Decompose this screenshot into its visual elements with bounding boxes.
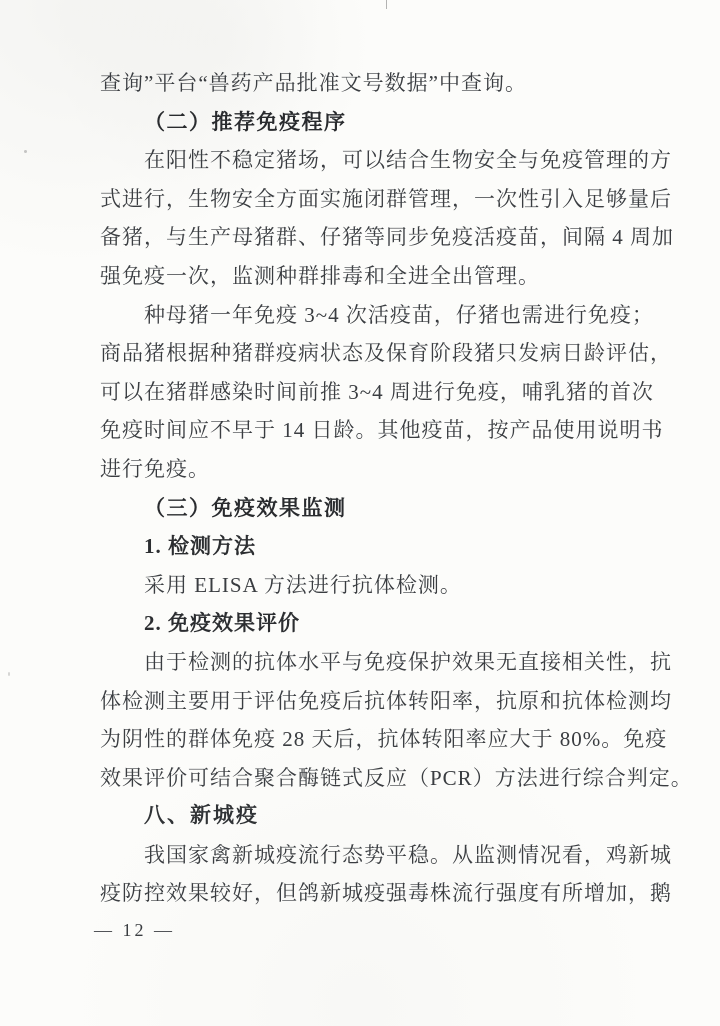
numbered-heading: 2. 免疫效果评价 xyxy=(144,611,300,636)
body-line: 我国家禽新城疫流行态势平稳。从监测情况看，鸡新城 xyxy=(144,842,672,867)
body-line: 可以在猪群感染时间前推 3~4 周进行免疫，哺乳猪的首次 xyxy=(100,379,654,404)
scan-artifact-tick xyxy=(386,0,387,9)
numbered-heading: 1. 检测方法 xyxy=(144,534,256,559)
subsection-heading: （三）免疫效果监测 xyxy=(144,495,347,520)
body-line: 进行免疫。 xyxy=(100,456,210,481)
body-line: 采用 ELISA 方法进行抗体检测。 xyxy=(144,572,462,597)
body-line: 疫防控效果较好，但鸽新城疫强毒株流行强度有所增加，鹅 xyxy=(100,881,672,906)
body-line: 种母猪一年免疫 3~4 次活疫苗，仔猪也需进行免疫； xyxy=(144,302,654,327)
body-line: 商品猪根据种猪群疫病状态及保育阶段猪只发病日龄评估， xyxy=(100,341,672,366)
body-line: 强免疫一次，监测种群排毒和全进全出管理。 xyxy=(100,263,540,288)
chapter-heading: 八、新城疫 xyxy=(144,804,259,828)
body-line: 免疫时间应不早于 14 日龄。其他疫苗，按产品使用说明书 xyxy=(100,418,664,443)
body-line: 体检测主要用于评估免疫后抗体转阳率，抗原和抗体检测均 xyxy=(100,688,672,713)
body-line: 式进行，生物安全方面实施闭群管理，一次性引入足够量后 xyxy=(100,186,672,211)
body-line: 由于检测的抗体水平与免疫保护效果无直接相关性，抗 xyxy=(144,649,672,674)
page-content xyxy=(100,64,693,913)
scan-artifact-speck xyxy=(8,672,10,676)
body-line: 在阳性不稳定猪场，可以结合生物安全与免疫管理的方 xyxy=(144,148,672,173)
body-line: 备猪，与生产母猪群、仔猪等同步免疫活疫苗，间隔 4 周加 xyxy=(100,225,674,250)
body-line: 查询”平台“兽药产品批准文号数据”中查询。 xyxy=(100,71,527,95)
scan-artifact-speck xyxy=(24,150,27,153)
subsection-heading: （二）推荐免疫程序 xyxy=(144,109,347,134)
page-number: — 12 — xyxy=(94,920,175,940)
body-line: 为阴性的群体免疫 28 天后，抗体转阳率应大于 80%。免疫 xyxy=(100,727,668,752)
body-line: 效果评价可结合聚合酶链式反应（PCR）方法进行综合判定。 xyxy=(100,765,693,790)
